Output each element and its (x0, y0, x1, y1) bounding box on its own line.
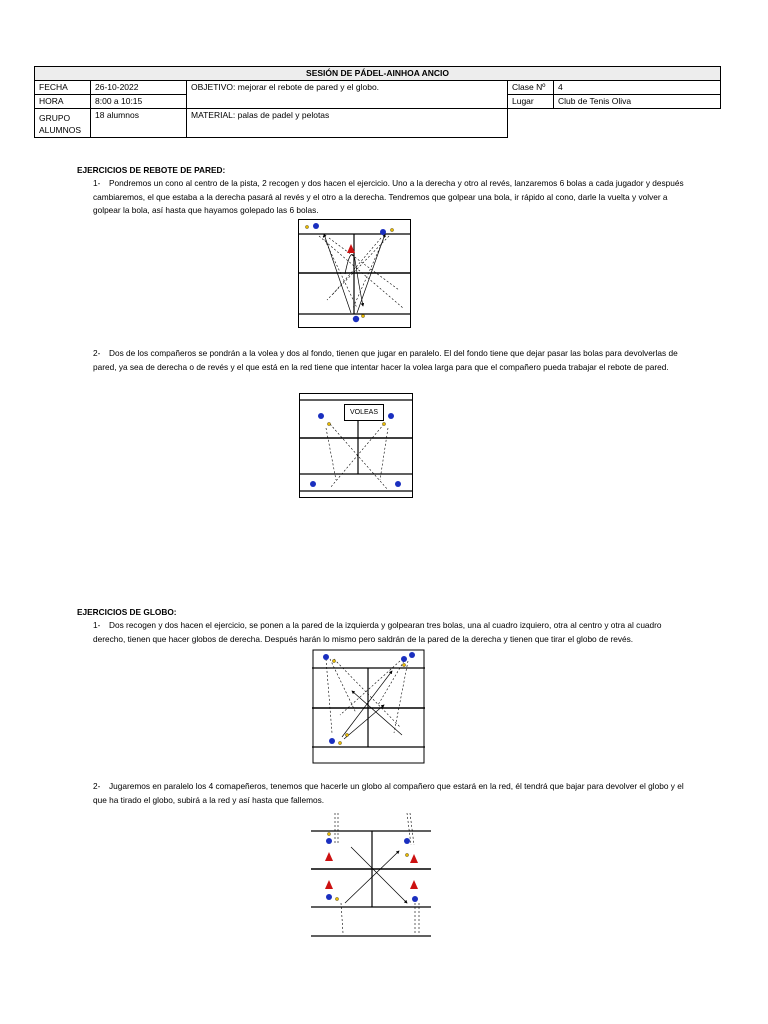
pared-section-title: EJERCICIOS DE REBOTE DE PARED: (77, 165, 226, 175)
globo-exercise-1-text: Dos recogen y dos hacen el ejercicio, se ponen a la pared de la izquierda y golpearan tres bolas, una al cuadro izquiero, otra al centro y otra al cuadro derecho, tienen que hacer globos de derecha. Después harán lo mismo pero saldrán de la pared de la derecha y tienen que tirar el globo de revés. (93, 620, 662, 644)
hora-label: HORA (35, 95, 91, 109)
lugar-value: Club de Tenis Oliva (554, 95, 721, 109)
grupo-label-line2: ALUMNOS (39, 125, 82, 135)
hora-value: 8:00 a 10:15 (91, 95, 187, 109)
globo-exercise-2 (93, 780, 693, 807)
court-diagram-svg (311, 811, 431, 938)
grupo-value: 18 alumnos (91, 109, 187, 138)
fecha-value: 26-10-2022 (91, 81, 187, 95)
session-header-table (34, 66, 721, 138)
fecha-label: FECHA (35, 81, 91, 95)
grupo-label (35, 109, 91, 138)
globo-exercise-1 (93, 619, 693, 646)
globo-exercise-2-number: 2- (93, 781, 101, 791)
globo-section-title: EJERCICIOS DE GLOBO: (77, 607, 177, 617)
lugar-label: Lugar (508, 95, 554, 109)
session-title: SESIÓN DE PÁDEL-AINHOA ANCIO (35, 67, 721, 81)
pared-exercise-2-text: Dos de los compañeros se pondrán a la volea y dos al fondo, tienen que jugar en paralelo. El del fondo tiene que dejar pasar las bolas para devolverlas de pared, ya sea de derecha o de revés y el que está en la red tiene que intentar hacer la volea larga para que el compañero pueda trabajar el rebote de pared. (93, 348, 678, 372)
grupo-label-line1: GRUPO (39, 113, 71, 123)
court-diagram-svg (299, 220, 410, 327)
clase-label: Clase Nº (508, 81, 554, 95)
pared-diagram-2 (299, 393, 413, 498)
pared-exercise-1-text: Pondremos un cono al centro de la pista, 2 recogen y dos hacen el ejercicio. Uno a la derecha y otro al revés, lanzaremos 6 bolas a cada jugador y después cambiaremos, el que estaba a la derecha pasará al revés y el otro a la derecha. Tendremos que golpear una bola, ir rápido al cono, darle la vuelta y volver a golpear la bola, así hasta que hayamos golepado las 6 bolas. (93, 178, 684, 215)
clase-value: 4 (554, 81, 721, 95)
objetivo-cell: OBJETIVO: mejorar el rebote de pared y el globo. (187, 81, 508, 109)
pared-exercise-1-number: 1- (93, 178, 101, 188)
material-cell: MATERIAL: palas de padel y pelotas (187, 109, 508, 138)
court-diagram-svg (312, 649, 425, 764)
voleas-label: VOLEAS (344, 404, 384, 421)
globo-exercise-2-text: Jugaremos en paralelo los 4 comapeñeros, tenemos que hacerle un globo al compañero que estará en la red, él tendrá que bajar para devolver el globo y el que ha tirado el globo, subirá a la red y así hasta que fallemos. (93, 781, 684, 805)
pared-exercise-2-number: 2- (93, 348, 101, 358)
pared-diagram-1 (298, 219, 411, 328)
pared-exercise-2 (93, 347, 693, 374)
globo-diagram-1 (312, 649, 425, 764)
pared-exercise-1 (93, 177, 693, 218)
globo-exercise-1-number: 1- (93, 620, 101, 630)
globo-diagram-2 (311, 811, 431, 938)
